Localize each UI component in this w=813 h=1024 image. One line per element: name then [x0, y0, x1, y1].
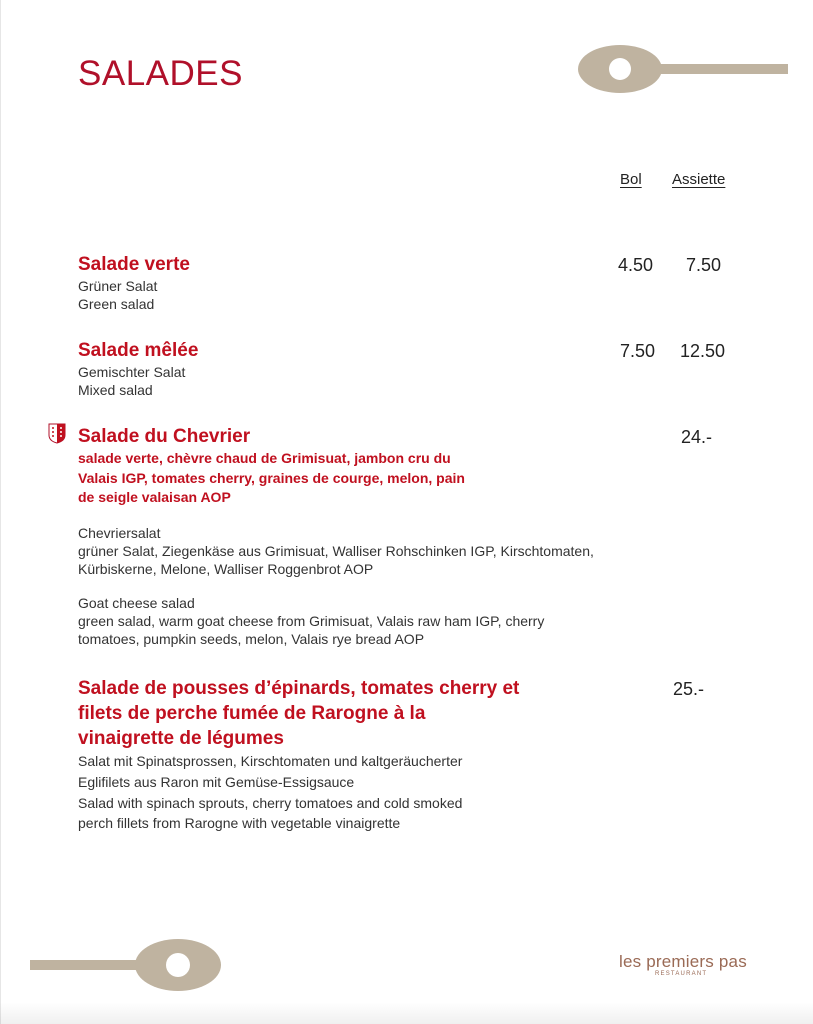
item-translation-en: Green salad [78, 296, 155, 312]
price-assiette: 12.50 [680, 341, 726, 361]
menu-item [78, 676, 648, 832]
price-bol: 4.50 [618, 255, 654, 275]
item-name: Salade de pousses d’épinards, tomates cherry et filets de perche fumée de Rarogne à la vinaigrette de légumes [78, 678, 520, 749]
item-translation-en-title: Goat cheese salad [78, 594, 195, 611]
item-translation-en: Salad with spinach sprouts, cherry tomatoes and cold smoked [78, 795, 463, 811]
menu-item [78, 252, 648, 313]
item-translation-en: Mixed salad [78, 382, 153, 398]
item-description-fr: salade verte, chèvre chaud de Grimisuat, jambon cru du Valais IGP, tomates cherry, graines de courge, melon, pain de seigle valaisan AOP [78, 450, 465, 505]
valais-flag-icon [48, 423, 66, 444]
price-assiette: 7.50 [686, 255, 722, 275]
brand-name: les premiers pas [619, 952, 747, 971]
menu-item [78, 424, 648, 648]
page-title: SALADES [78, 54, 243, 93]
item-translation-en: green salad, warm goat cheese from Grimisuat, Valais raw ham IGP, cherry [78, 612, 545, 629]
price-assiette: 24.- [681, 427, 713, 447]
spoon-icon [30, 938, 222, 992]
item-translation-de: Kürbiskerne, Melone, Walliser Roggenbrot AOP [78, 560, 374, 577]
brand-subtitle: RESTAURANT [655, 971, 708, 977]
item-name: Salade verte [78, 254, 190, 275]
item-name: Salade mêlée [78, 340, 199, 361]
item-name: Salade du Chevrier [78, 426, 251, 447]
item-translation-en: perch fillets from Rarogne with vegetable vinaigrette [78, 815, 401, 831]
price-assiette: 25.- [673, 679, 705, 699]
item-translation-de: grüner Salat, Ziegenkäse aus Grimisuat, Walliser Rohschinken IGP, Kirschtomaten, [78, 542, 594, 559]
page-edge [0, 0, 1, 1024]
item-translation-de: Gemischter Salat [78, 364, 186, 380]
item-translation-de-title: Chevriersalat [78, 524, 161, 541]
item-translation-de: Eglifilets aus Raron mit Gemüse-Essigsauce [78, 774, 355, 790]
spoon-icon [578, 44, 790, 94]
restaurant-logo [619, 952, 749, 982]
column-header-assiette: Assiette [672, 171, 726, 188]
menu-item [78, 338, 648, 399]
item-translation-de: Salat mit Spinatsprossen, Kirschtomaten und kaltgeräucherter [78, 753, 463, 769]
page-shadow [0, 1002, 813, 1024]
item-translation-en: tomatoes, pumpkin seeds, melon, Valais rye bread AOP [78, 630, 425, 647]
item-translation-de: Grüner Salat [78, 278, 158, 294]
column-header-bol: Bol [620, 171, 642, 188]
price-bol: 7.50 [620, 341, 656, 361]
